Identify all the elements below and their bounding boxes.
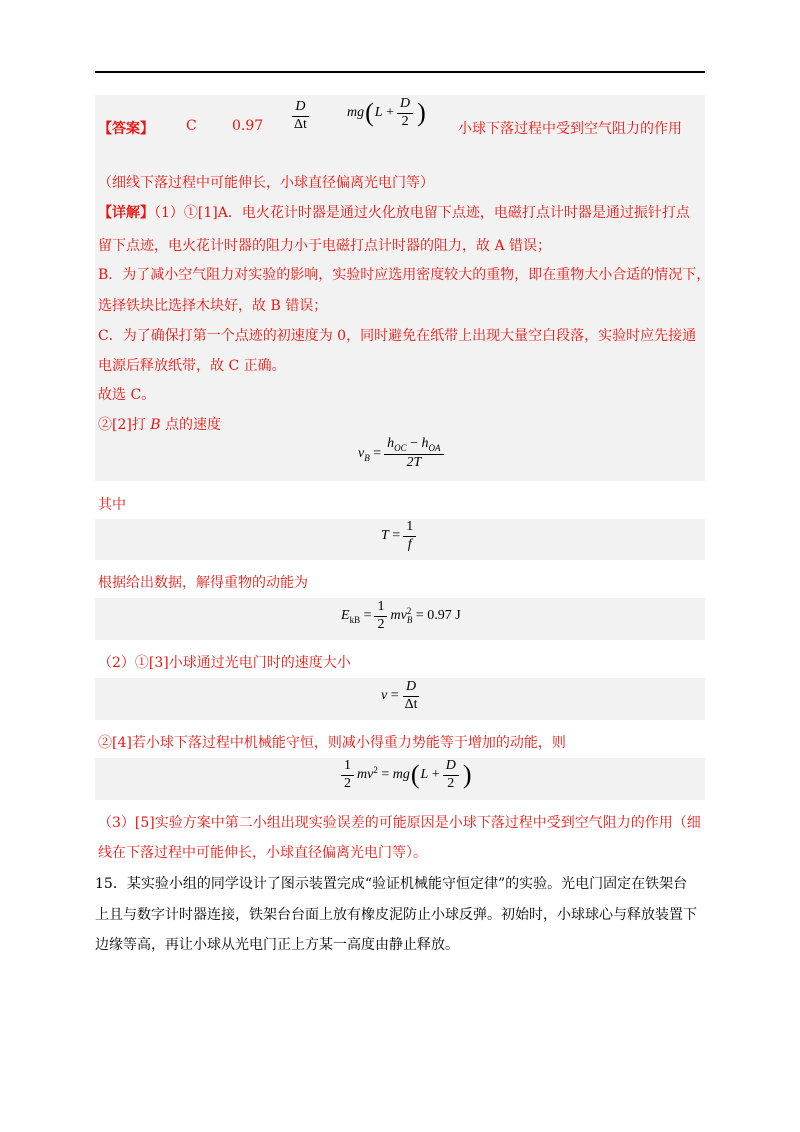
detail-line-10: 根据给出数据，解得重物的动能为 [98, 575, 308, 591]
formula-Ek: E $_{kB}$ = $\frac{1}{2}$ mv 2 B = 0.97 J [341, 599, 461, 632]
question-15-line-3: 边缘等高，再让小球从光电门正上方某一高度由静止释放。 [95, 937, 459, 953]
answer-tag: 【答案】 [98, 121, 154, 137]
detail-line-12: ②[4]若小球下落过程中机械能守恒，则减小得重力势能等于增加的动能，则 [98, 735, 566, 751]
detail-line-2: 留下点迹，电火花计时器的阻力小于电磁打点计时器的阻力，故 A 错误； [98, 238, 552, 254]
formula-v: v = $\frac{D}{\Delta t}$ [381, 679, 418, 712]
question-15-line-1: 15．某实验小组的同学设计了图示装置完成“验证机械能守恒定律”的实验。光电门固定在铁架台 [95, 876, 688, 892]
detail-line-7: 故选 C。 [98, 387, 156, 403]
answer-reason-1: 小球下落过程中受到空气阻力的作用 [458, 121, 682, 137]
detail-line-3: B．为了减小空气阻力对实验的影响，实验时应选用密度较大的重物，即在重物大小合适的情况下， [98, 267, 711, 283]
detail-line-11: （2）①[3]小球通过光电门时的速度大小 [98, 655, 351, 671]
detail-line-9: 其中 [98, 497, 126, 513]
detail-line-14: 线在下落过程中可能伸长，小球直径偏离光电门等）。 [98, 845, 427, 861]
answer-formula-D-over-dt: $\frac{D}{\Delta t}$ [294, 99, 307, 132]
detail-line-1: 【详解】（1）①[1]A．电火花计时器是通过火化放电留下点迹，电磁打点计时器是通过振针打点 [98, 205, 690, 221]
formula-vB: v $_B$ = $\frac{h_{OC} - h_{OA}}{2T}$ [358, 437, 447, 471]
answer-formula-mg: mg ( L + $\frac{D}{2}$ ) [347, 96, 426, 129]
formula-energy: $\frac{1}{2}$ mv $^2$ = mg ( L + $\frac{D}{2}$ ) [338, 759, 473, 791]
detail-line-5: C．为了确保打第一个点迹的初速度为 0，同时避免在纸带上出现大量空白段落，实验时应先接通 [98, 328, 697, 344]
answer-097: 0.97 [232, 118, 264, 134]
detail-line-6: 电源后释放纸带，故 C 正确。 [98, 358, 286, 374]
answer-reason-2: （细线下落过程中可能伸长，小球直径偏离光电门等） [98, 175, 434, 191]
detail-line-8: ②[2]打 B 点的速度 [98, 417, 222, 433]
detail-line-4: 选择铁块比选择木块好，故 B 错误； [98, 298, 328, 314]
question-15-line-2: 上且与数字计时器连接，铁架台台面上放有橡皮泥防止小球反弹。初始时，小球球心与释放装置下 [95, 907, 697, 923]
answer-c: C [186, 118, 197, 134]
detail-line-13: （3）[5]实验方案中第二小组出现实验误差的可能原因是小球下落过程中受到空气阻力的作用（细 [98, 815, 701, 831]
detail-tag: 【详解】 [98, 205, 154, 221]
formula-T: T = $\frac{1}{f}$ [381, 520, 419, 552]
top-rule [95, 71, 705, 73]
